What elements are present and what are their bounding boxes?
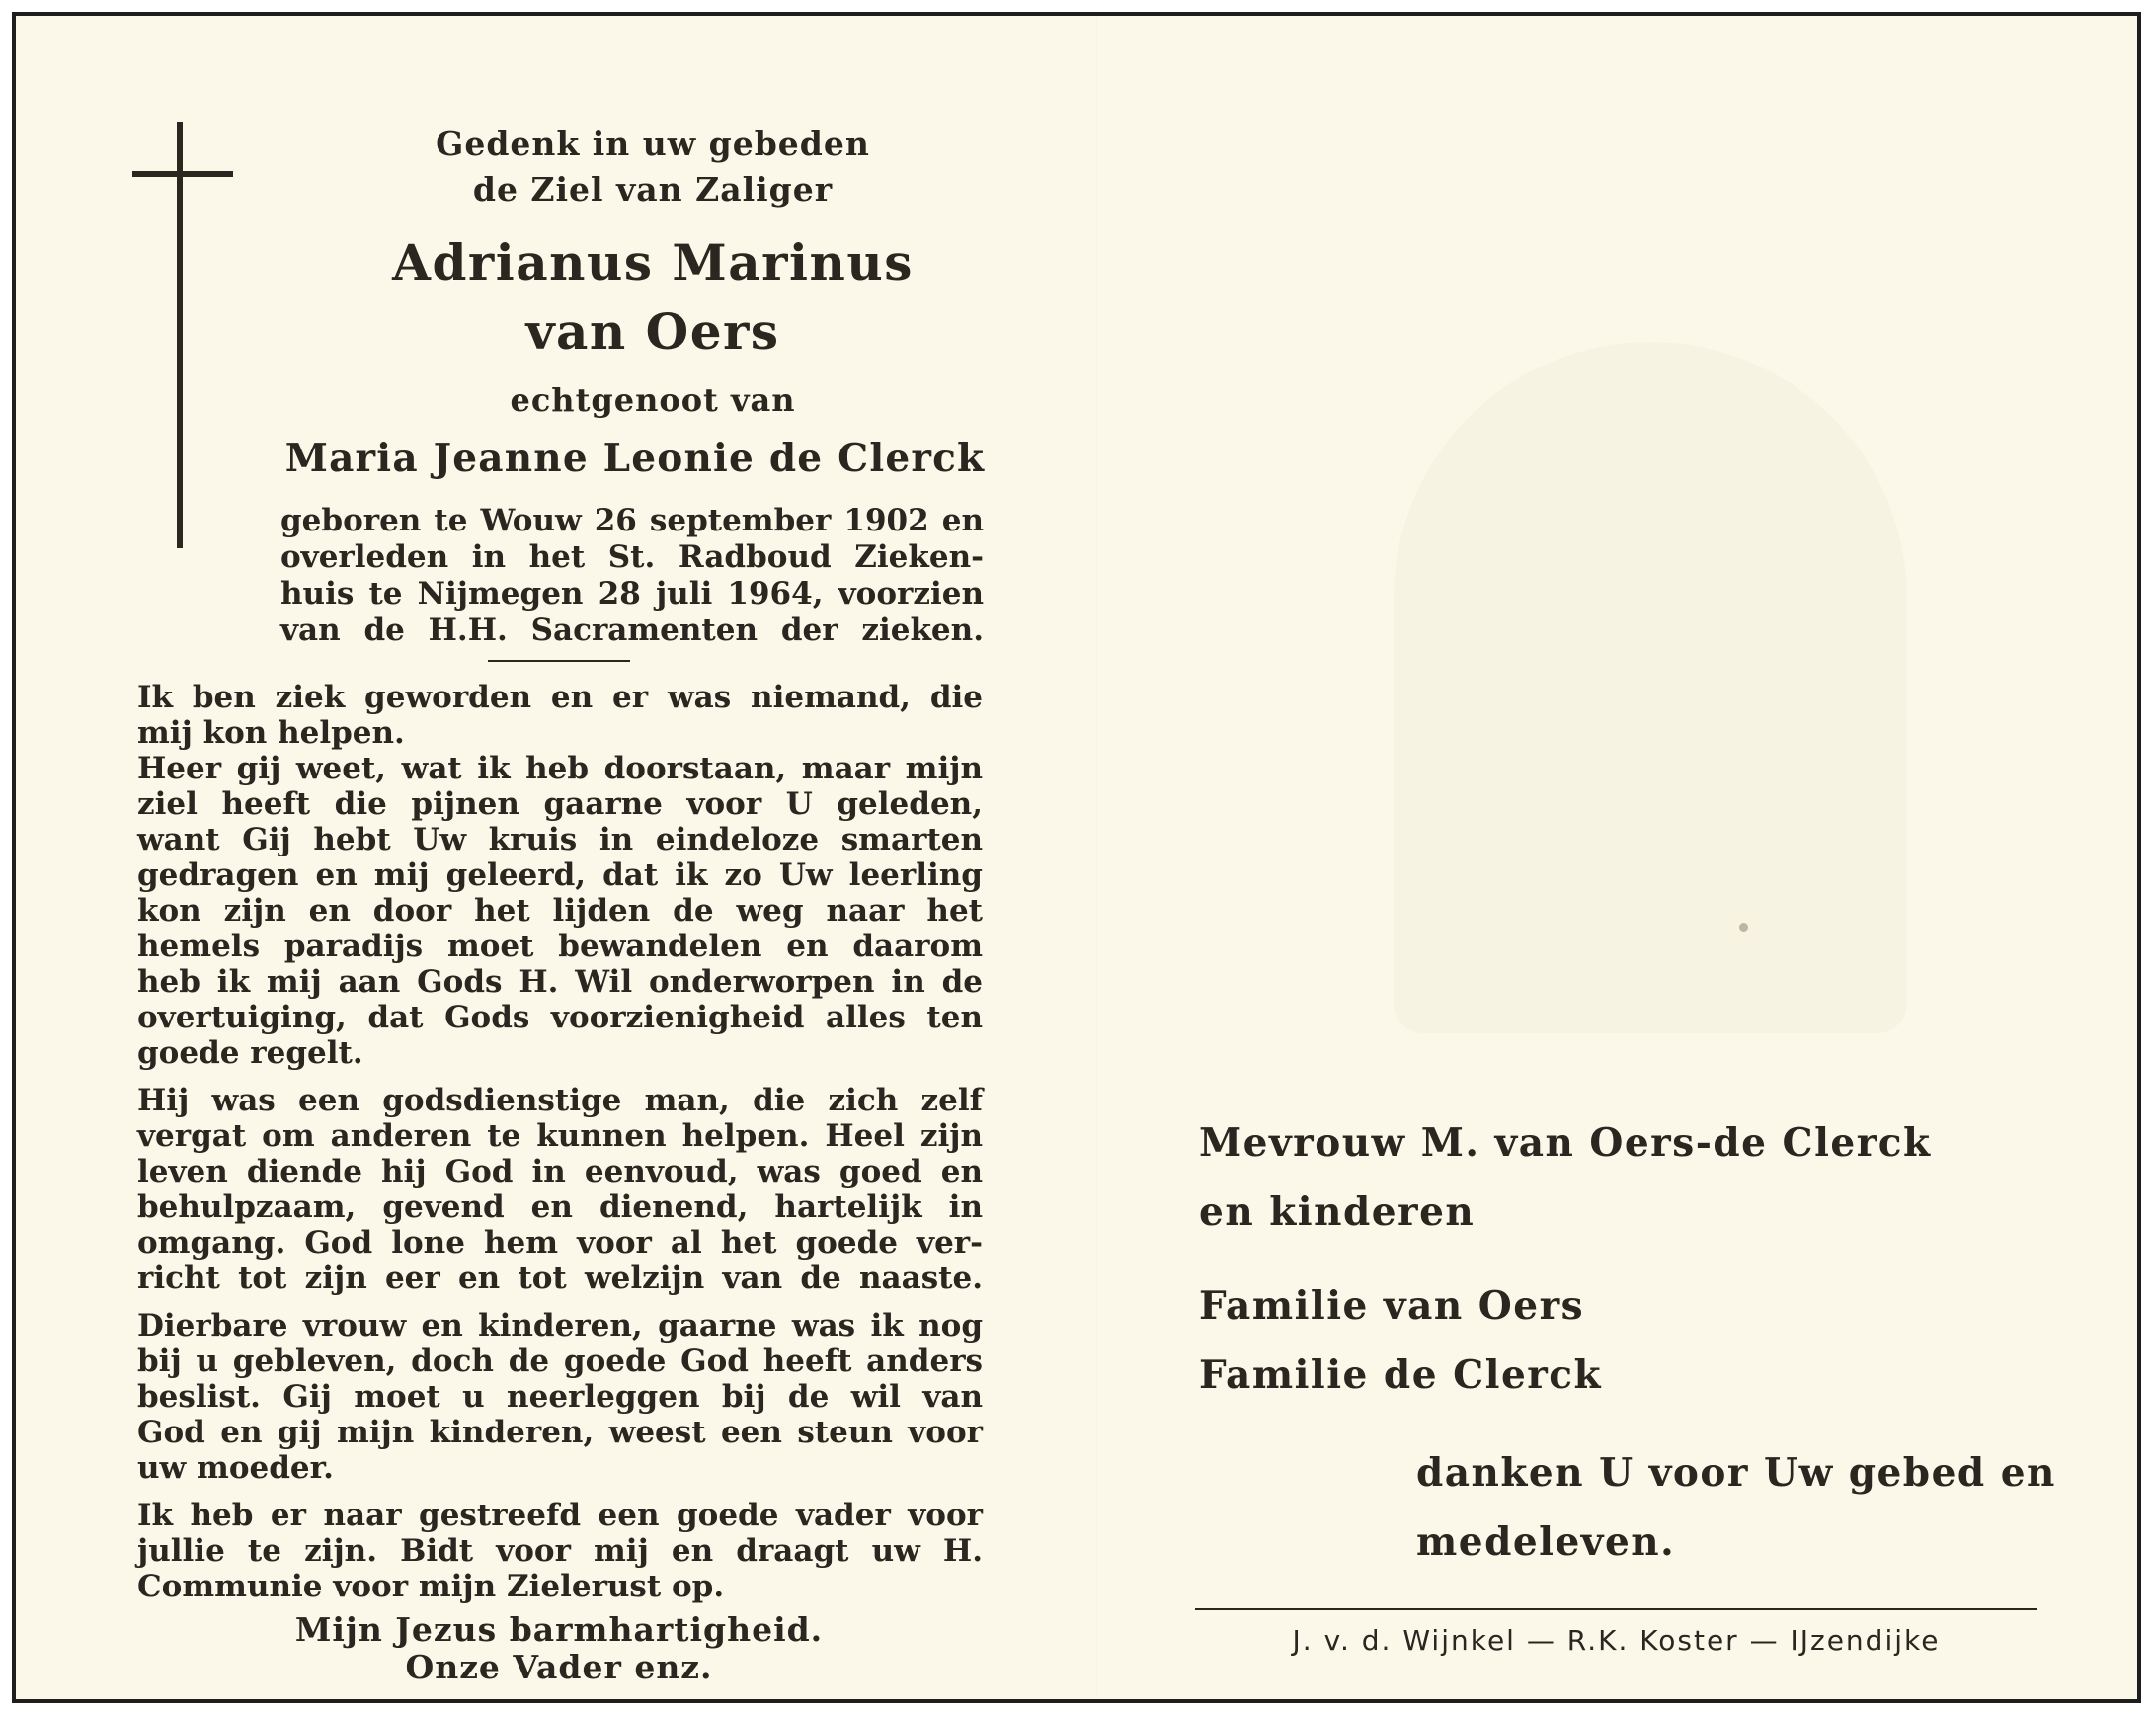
intro-line: de Ziel van Zaliger bbox=[472, 170, 834, 208]
text-line: uw moeder. bbox=[137, 1450, 334, 1486]
paragraph bbox=[137, 1498, 983, 1604]
text-line: behulpzaam, gevend en dienend, hartelijk in bbox=[137, 1189, 983, 1225]
intro-line: Gedenk in uw gebeden bbox=[436, 124, 870, 163]
deceased-name-line: Adrianus Marinus bbox=[392, 233, 914, 291]
family-line-van-oers: Familie van Oers bbox=[1199, 1283, 1585, 1329]
text-line: goede regelt. bbox=[137, 1035, 363, 1071]
text-line: want Gij hebt Uw kruis in eindeloze smarten bbox=[137, 822, 983, 857]
closing-prayer bbox=[263, 1611, 855, 1686]
cross-icon bbox=[177, 122, 183, 548]
family-line-de-clerck: Familie de Clerck bbox=[1199, 1352, 1603, 1398]
deceased-name bbox=[357, 228, 949, 367]
text-line: ziel heeft die pijnen gaarne voor U geleden, bbox=[137, 786, 983, 822]
text-line: Ik ben ziek geworden en er was niemand, die bbox=[137, 680, 983, 715]
memorial-card bbox=[12, 12, 2141, 1703]
text-line: leven diende hij God in eenvoud, was goed en bbox=[137, 1154, 983, 1189]
prayer-text bbox=[137, 680, 983, 1616]
text-line: beslist. Gij moet u neerleggen bij de wil van bbox=[137, 1379, 983, 1415]
text-line: Ik heb er naar gestreefd een goede vader voor bbox=[137, 1498, 983, 1533]
printer-credit: J. v. d. Wijnkel — R.K. Koster — IJzendijke bbox=[1292, 1624, 1941, 1657]
divider bbox=[488, 660, 630, 662]
spouse-intro: echtgenoot van bbox=[510, 381, 796, 419]
paper-speck bbox=[1739, 923, 1748, 932]
text-line: richt tot zijn eer en tot welzijn van de naaste. bbox=[137, 1261, 983, 1296]
bio-line: van de H.H. Sacramenten der zieken. bbox=[280, 612, 984, 648]
thanks-line: medeleven. bbox=[1416, 1519, 1676, 1565]
printer-divider bbox=[1195, 1608, 2037, 1610]
text-line: bij u gebleven, doch de goede God heeft anders bbox=[137, 1344, 983, 1379]
paragraph bbox=[137, 1308, 983, 1486]
paragraph bbox=[137, 1083, 983, 1296]
closing-line: Onze Vader enz. bbox=[405, 1648, 713, 1686]
text-line: jullie te zijn. Bidt voor mij en draagt uw H. bbox=[137, 1533, 983, 1569]
faded-image-imprint bbox=[1394, 342, 1907, 1033]
bio-line: huis te Nijmegen 28 juli 1964, voorzien bbox=[280, 576, 984, 612]
deceased-name-line: van Oers bbox=[525, 302, 780, 361]
text-line: gedragen en mij geleerd, dat ik zo Uw leerling bbox=[137, 857, 983, 893]
family-line-widow: Mevrouw M. van Oers-de Clerck bbox=[1199, 1120, 1932, 1166]
text-line: Communie voor mijn Zielerust op. bbox=[137, 1569, 725, 1604]
text-line: omgang. God lone hem voor al het goede ver- bbox=[137, 1225, 983, 1261]
family-line-children: en kinderen bbox=[1199, 1189, 1476, 1235]
text-line: hemels paradijs moet bewandelen en daarom bbox=[137, 929, 983, 964]
cross-icon-bar bbox=[132, 171, 233, 177]
thanks-line: danken U voor Uw gebed en bbox=[1416, 1450, 2056, 1496]
text-line: mij kon helpen. bbox=[137, 715, 405, 751]
closing-line: Mijn Jezus barmhartigheid. bbox=[294, 1610, 824, 1649]
text-line: overtuiging, dat Gods voorzienigheid alles ten bbox=[137, 1000, 983, 1035]
text-line: God en gij mijn kinderen, weest een steun voor bbox=[137, 1415, 983, 1450]
bio-line: geboren te Wouw 26 september 1902 en bbox=[280, 503, 984, 538]
spouse-name: Maria Jeanne Leonie de Clerck bbox=[284, 436, 986, 481]
intro-text bbox=[357, 122, 949, 212]
bio-line: overleden in het St. Radboud Zieken- bbox=[280, 539, 984, 575]
text-line: Dierbare vrouw en kinderen, gaarne was ik nog bbox=[137, 1308, 983, 1344]
text-line: heb ik mij aan Gods H. Wil onderworpen in de bbox=[137, 964, 983, 1000]
text-line: kon zijn en door het lijden de weg naar het bbox=[137, 893, 983, 929]
text-line: Heer gij weet, wat ik heb doorstaan, maar mijn bbox=[137, 751, 983, 786]
text-line: vergat om anderen te kunnen helpen. Heel zijn bbox=[137, 1118, 983, 1154]
text-line: Hij was een godsdienstige man, die zich zelf bbox=[137, 1083, 983, 1118]
fold-line bbox=[1096, 16, 1098, 1699]
biography bbox=[280, 503, 984, 649]
paragraph bbox=[137, 680, 983, 1071]
